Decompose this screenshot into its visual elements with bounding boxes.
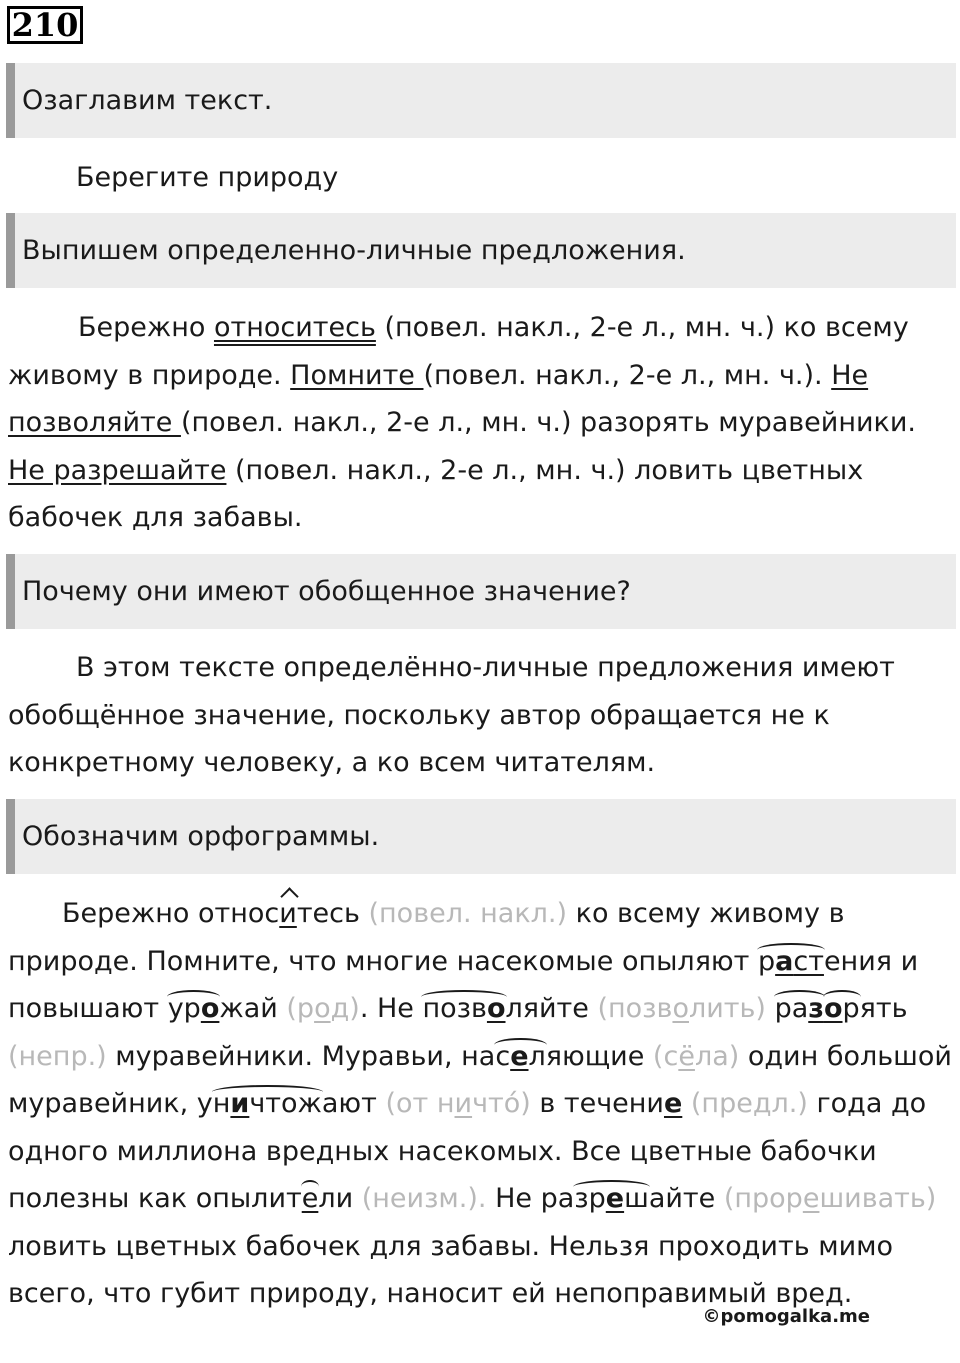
text: муравейники. Муравьи,	[106, 1040, 462, 1072]
orthogram-mark: и	[230, 1088, 250, 1119]
text: ур	[167, 993, 201, 1024]
text: ают	[321, 1088, 386, 1119]
gray-note: чтó)	[472, 1088, 531, 1119]
orthogram-mark: ст	[793, 945, 824, 977]
question-2: Выпишем определенно-личные предложения.	[6, 213, 956, 288]
text: л	[528, 1040, 546, 1072]
question-4: Обозначим орфограммы.	[6, 799, 956, 874]
orthogram-mark: о	[486, 993, 506, 1024]
text: (повел. накл., 2-е л., мн. ч.) разорять муравейники.	[180, 407, 916, 438]
predicate: Помните	[290, 359, 424, 391]
orthogram-mark: о	[823, 993, 843, 1024]
answer-3-paragraph	[8, 644, 953, 787]
root-arc	[495, 1033, 545, 1081]
question-1: Озаглавим текст.	[6, 63, 956, 138]
answer-title	[8, 154, 953, 202]
text: ения и повышают	[8, 945, 919, 1024]
text: ко всему живому в природе. Помните, что многие насекомые опыляют	[8, 898, 845, 977]
text: (повел. накл., 2-е л., мн. ч.) ко всему живому в природе.	[8, 312, 909, 391]
predicate: относитесь	[213, 312, 376, 343]
text: позв	[422, 993, 487, 1024]
text: В этом тексте определённо-личные предложения имеют обобщённое значение, поскольку автор обращается не к конкретному человеку, а ко всем читателям.	[8, 652, 895, 778]
answer-4-paragraph	[8, 890, 953, 1318]
gray-note: (прор	[723, 1183, 803, 1214]
gray-note: (неизм.).	[361, 1183, 487, 1214]
text: ш	[624, 1183, 649, 1214]
text: (повел. накл., 2-е л., мн. ч.) ловить цветных бабочек для забавы.	[8, 454, 864, 533]
orthogram-mark: з	[808, 993, 824, 1024]
text: р	[757, 945, 776, 977]
gray-note: (с	[652, 1040, 679, 1072]
text: (повел. накл., 2-е л., мн. ч.).	[423, 359, 832, 391]
question-3: Почему они имеют обобщенное значение?	[6, 554, 956, 629]
text: у	[196, 1088, 213, 1119]
text: н	[212, 1088, 231, 1119]
gray-note: (р	[286, 993, 315, 1024]
gray-note: о	[314, 993, 331, 1024]
text: ловить цветных бабочек для забавы. Нельзя проходить мимо всего, что губит природу, наносит ей непоправимый вред.	[8, 1230, 894, 1309]
text: . Не	[359, 993, 423, 1024]
predicate: Не позволяйте	[8, 359, 869, 438]
gray-note: (повел. накл.)	[368, 898, 568, 929]
gray-note: е	[802, 1183, 820, 1214]
text: р	[842, 993, 860, 1024]
gray-note: шивать)	[819, 1183, 937, 1214]
gray-note: и	[454, 1088, 473, 1119]
orthogram-mark: а	[775, 945, 794, 977]
prefix-arc	[775, 985, 824, 1033]
text: в течени	[530, 1088, 664, 1119]
root-arc	[422, 985, 505, 1033]
gray-note: д)	[330, 993, 360, 1024]
orthogram-mark: е	[663, 1088, 683, 1119]
root-arc	[824, 985, 860, 1033]
text: на	[461, 1040, 496, 1072]
text: тесь	[296, 898, 369, 929]
text: один большой муравейник,	[8, 1040, 952, 1119]
root-arc	[574, 1175, 649, 1223]
text: зр	[574, 1183, 606, 1214]
answer-2-paragraph	[8, 304, 953, 542]
root-arc	[758, 938, 824, 986]
root-arc	[168, 985, 220, 1033]
orthogram-mark: о	[200, 993, 220, 1024]
text	[682, 1088, 691, 1119]
text: айте	[648, 1183, 724, 1214]
orthogram-mark: е	[510, 1040, 529, 1072]
gray-note: о	[672, 993, 689, 1024]
exercise-number: 210	[7, 6, 83, 44]
text: ли	[318, 1183, 362, 1214]
gray-note: ё	[678, 1040, 695, 1072]
text: с	[495, 1040, 511, 1072]
gray-note: лить)	[688, 993, 766, 1024]
root-arc	[213, 1080, 322, 1128]
watermark: ©pomogalka.me	[702, 1306, 870, 1327]
text: Бережно	[78, 312, 214, 343]
text: чтож	[249, 1088, 322, 1119]
orthogram-mark: е	[605, 1183, 625, 1214]
gray-note: (предл.)	[690, 1088, 808, 1119]
text: Не ра	[486, 1183, 575, 1214]
text: жай	[219, 993, 287, 1024]
predicate: Не разрешайте	[8, 454, 227, 486]
gray-note: (позв	[597, 993, 673, 1024]
text: яющие	[545, 1040, 653, 1072]
text: года до одного миллиона вредных насекомых. Все цветные бабочки полезны как опылит	[8, 1088, 927, 1214]
gray-note: (от н	[385, 1088, 455, 1119]
answer-title-text: Берегите природу	[76, 162, 339, 193]
text: ять	[859, 993, 908, 1024]
text: с	[264, 898, 280, 929]
text: ра	[774, 993, 809, 1024]
text: ляйте	[505, 993, 598, 1024]
text: Бережно отно	[62, 898, 265, 929]
gray-note: (непр.)	[8, 1040, 107, 1072]
suffix-arc: е	[302, 1175, 319, 1223]
orthogram-mark: и	[279, 890, 297, 938]
gray-note: ла)	[694, 1040, 740, 1072]
